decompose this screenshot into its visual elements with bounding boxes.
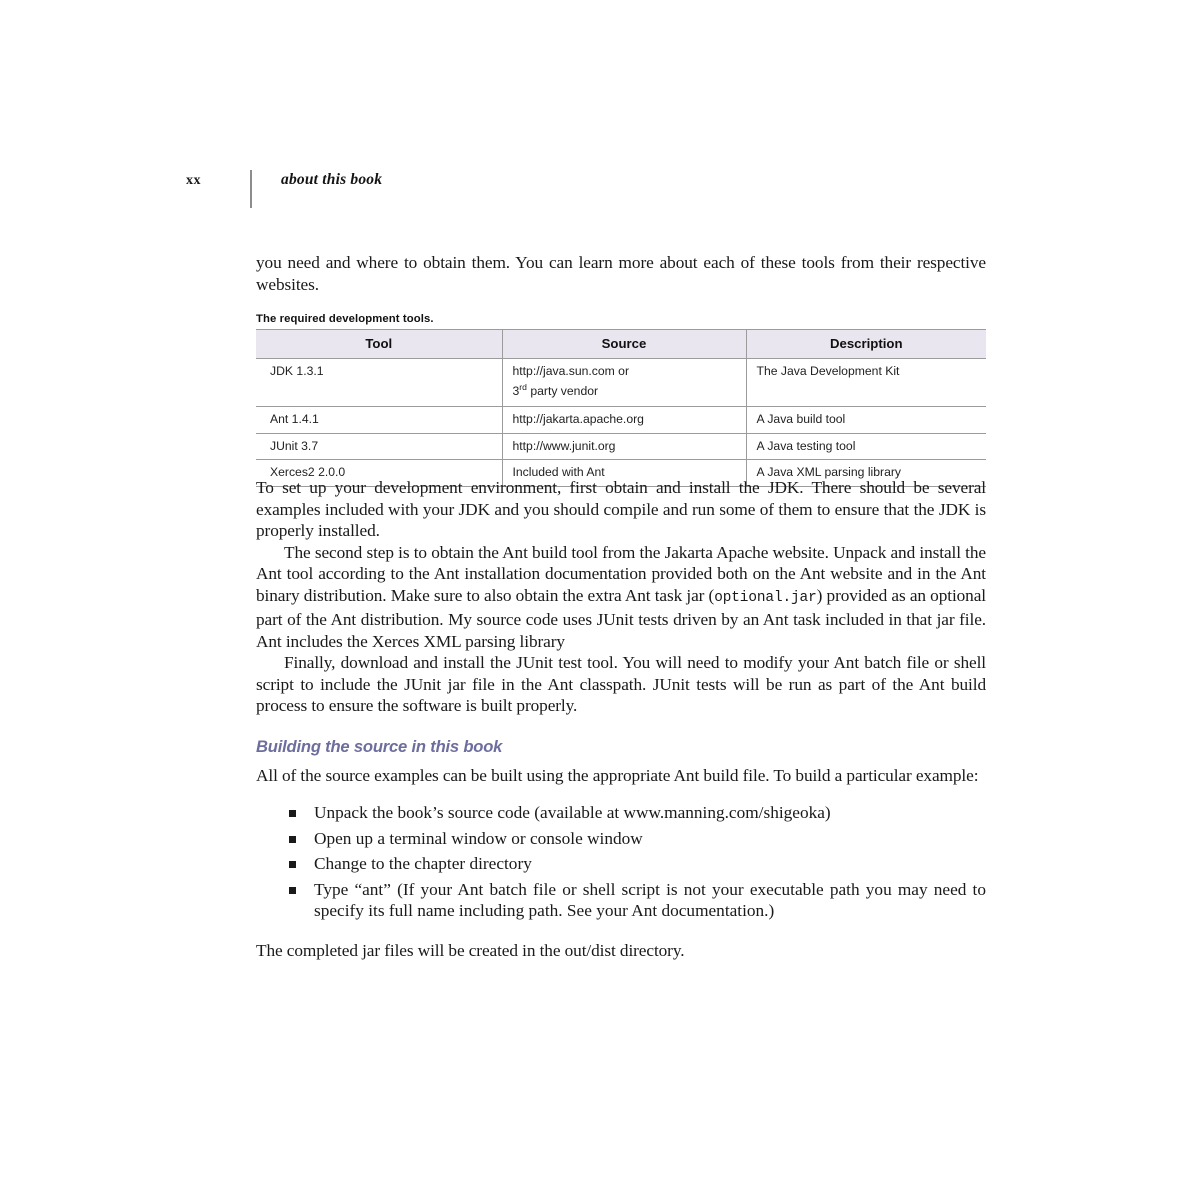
- column-header-source: Source: [502, 330, 746, 359]
- intro-paragraph: you need and where to obtain them. You can learn more about each of these tools from their respective websites.: [256, 253, 986, 294]
- table-row: [256, 407, 986, 434]
- list-item-text: Unpack the book’s source code (available at www.manning.com/shigeoka): [314, 803, 831, 822]
- source-ordinal-suffix: rd: [519, 381, 527, 392]
- cell-source: Included with Ant: [502, 460, 746, 487]
- running-head-divider: [250, 170, 252, 208]
- paragraph-install-junit: Finally, download and install the JUnit test tool. You will need to modify your Ant batch file or shell script to include the JUnit jar file in the Ant classpath. JUnit tests will be run as part of the Ant build process to ensure the software is built properly.: [256, 653, 986, 715]
- list-item-text: Type “ant” (If your Ant batch file or shell script is not your executable path you may need to specify its full name including path. See your Ant documentation.): [314, 879, 986, 920]
- cell-tool: JUnit 3.7: [256, 433, 502, 460]
- list-item: [256, 853, 986, 875]
- paragraph-setup-jdk: To set up your development environment, first obtain and install the JDK. There should be several examples included with your JDK and you should compile and run some of them to ensure that the JDK is properly installed.: [256, 478, 986, 540]
- paragraph-build-intro: All of the source examples can be built using the appropriate Ant build file. To build a particular example:: [256, 765, 979, 785]
- main-text-block: [256, 477, 986, 961]
- build-steps-list: [256, 802, 986, 922]
- paragraph-obtain-ant-part2: ) provided as an optional part of the Ant distribution. My source code uses JUnit tests driven by an Ant task included in that jar file. Ant includes the Xerces XML parsing library: [256, 585, 986, 651]
- column-header-tool: Tool: [256, 330, 502, 359]
- cell-source: http://www.junit.org: [502, 433, 746, 460]
- table-row: [256, 433, 986, 460]
- square-bullet-icon: [289, 861, 296, 868]
- cell-description: A Java testing tool: [746, 433, 986, 460]
- source-line-1: http://java.sun.com or: [512, 364, 630, 378]
- spacer: [256, 757, 986, 765]
- column-header-description: Description: [746, 330, 986, 359]
- square-bullet-icon: [289, 836, 296, 843]
- cell-description: A Java build tool: [746, 407, 986, 434]
- section-heading-building-source: Building the source in this book: [256, 736, 503, 756]
- list-item: [256, 879, 986, 922]
- inline-code-optional-jar: optional.jar: [714, 589, 817, 606]
- paragraph-obtain-ant: [256, 542, 986, 653]
- paragraph-obtain-ant-part1: The second step is to obtain the Ant build tool from the Jakarta Apache website. Unpack and install the Ant tool according to the Ant installation documentation provided both on the Ant website and in the Ant binary distribution. Make sure to also obtain the extra Ant task jar (: [256, 542, 986, 605]
- spacer: [256, 926, 986, 940]
- cell-source: [502, 359, 746, 407]
- list-item: [256, 802, 986, 824]
- list-item-text: Open up a terminal window or console window: [314, 828, 643, 848]
- list-item: [256, 828, 986, 850]
- cell-tool: Ant 1.4.1: [256, 407, 502, 434]
- table-header-row: [256, 330, 986, 359]
- running-head-title: about this book: [281, 171, 383, 188]
- list-item-text: Change to the chapter directory: [314, 854, 532, 873]
- paragraph-closing-jar-output: The completed jar files will be created in the out/dist directory.: [256, 940, 685, 960]
- table-row: [256, 359, 986, 407]
- intro-paragraph-block: [256, 252, 986, 295]
- square-bullet-icon: [289, 810, 296, 817]
- cell-description: The Java Development Kit: [746, 359, 986, 407]
- cell-tool: JDK 1.3.1: [256, 359, 502, 407]
- development-tools-table-block: [256, 313, 986, 487]
- development-tools-table: [256, 329, 986, 487]
- spacer: [256, 717, 986, 737]
- table-caption: The required development tools.: [256, 313, 434, 325]
- running-head: [0, 170, 1200, 210]
- square-bullet-icon: [289, 887, 296, 894]
- cell-source: http://jakarta.apache.org: [502, 407, 746, 434]
- cell-description: A Java XML parsing library: [746, 460, 986, 487]
- source-ordinal-number: 3: [512, 383, 520, 398]
- source-line-2-rest: party vendor: [526, 383, 599, 398]
- cell-tool: Xerces2 2.0.0: [256, 460, 502, 487]
- spacer: [256, 786, 986, 802]
- page-number: xx: [186, 173, 201, 188]
